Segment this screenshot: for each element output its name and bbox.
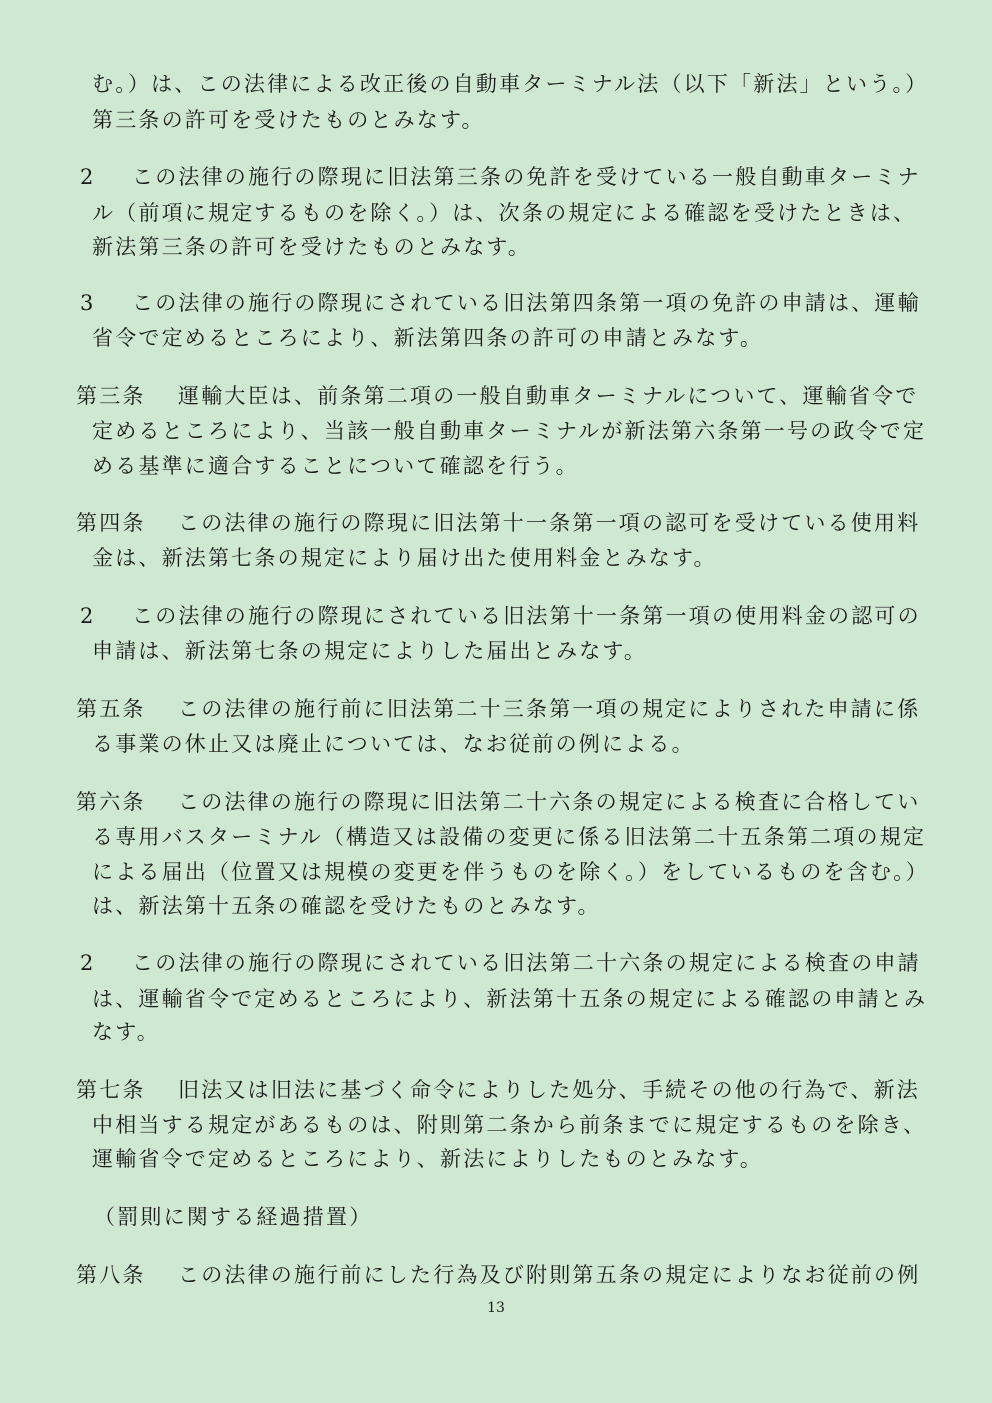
text-line: める基準に適合することについて確認を行う。	[92, 454, 579, 478]
text-line: による届出（位置又は規模の変更を伴うものを除く。）をしているものを含む。）	[92, 860, 929, 884]
text-line: る事業の休止又は廃止については、なお従前の例による。	[92, 732, 695, 756]
text-line: この法律の施行の際現に旧法第三条の免許を受けている一般自動車ターミナ	[132, 165, 921, 189]
text-line: 第三条の許可を受けたものとみなす。	[92, 108, 485, 132]
text-line: この法律の施行の際現にされている旧法第二十六条の規定による検査の申請	[132, 951, 921, 975]
text-line: 定めるところにより、当該一般自動車ターミナルが新法第六条第一号の政令で定	[92, 419, 927, 443]
article-6-line-1	[76, 787, 920, 817]
text-line: なす。	[92, 1020, 160, 1044]
text-line: る専用バスターミナル（構造又は設備の変更に係る旧法第二十五条第二項の規定	[92, 825, 927, 849]
text-line: ル（前項に規定するものを除く。）は、次条の規定による確認を受けたときは、	[92, 201, 917, 225]
text-line: 金は、新法第七条の規定により届け出た使用料金とみなす。	[92, 546, 717, 570]
article-4-line-1	[76, 508, 920, 538]
article-6-paragraph-2-line-1	[80, 948, 921, 978]
section-caption: （罰則に関する経過措置）	[94, 1205, 373, 1229]
text-line: 旧法又は旧法に基づく命令によりした処分、手続その他の行為で、新法	[178, 1078, 920, 1102]
paragraph-number: 2	[80, 165, 96, 189]
text-line: は、運輸省令で定めるところにより、新法第十五条の規定による確認の申請とみ	[92, 987, 928, 1011]
text-line: む。）は、この法律による改正後の自動車ターミナル法（以下「新法」という。）	[92, 72, 929, 96]
article-label: 第五条	[76, 697, 146, 721]
article-label: 第八条	[76, 1263, 146, 1287]
paragraph-number: 3	[80, 291, 96, 315]
article-3-line-1	[76, 381, 919, 411]
text-line: 中相当する規定があるものは、附則第二条から前条までに規定するものを除き、	[92, 1113, 927, 1137]
text-line: 新法第三条の許可を受けたものとみなす。	[92, 235, 532, 259]
text-line: この法律の施行前にした行為及び附則第五条の規定によりなお従前の例	[178, 1263, 921, 1287]
text-line: 申請は、新法第七条の規定によりした届出とみなす。	[92, 639, 648, 663]
text-line: この法律の施行の際現に旧法第二十六条の規定による検査に合格してい	[178, 790, 921, 814]
paragraph-number: 2	[80, 951, 96, 975]
text-line: この法律の施行前に旧法第二十三条第一項の規定によりされた申請に係	[178, 697, 921, 721]
article-label: 第四条	[76, 511, 146, 535]
article-label: 第七条	[76, 1078, 146, 1102]
text-line: この法律の施行の際現にされている旧法第四条第一項の免許の申請は、運輸	[132, 291, 921, 315]
article-4-paragraph-2-line-1	[80, 601, 921, 631]
article-8-line-1	[76, 1260, 920, 1290]
article-5-line-1	[76, 694, 920, 724]
article-7-line-1	[76, 1075, 920, 1105]
text-line: この法律の施行の際現に旧法第十一条第一項の認可を受けている使用料	[178, 511, 921, 535]
text-line: は、新法第十五条の確認を受けたものとみなす。	[92, 894, 601, 918]
text-line: 運輸大臣は、前条第二項の一般自動車ターミナルについて、運輸省令で	[178, 384, 919, 408]
text-line: 省令で定めるところにより、新法第四条の許可の申請とみなす。	[92, 326, 764, 350]
paragraph-number: 2	[80, 604, 96, 628]
article-label: 第三条	[76, 384, 146, 408]
paragraph-3-line-1	[80, 288, 921, 318]
paragraph-2-line-1	[80, 162, 921, 192]
text-line: 運輸省令で定めるところにより、新法によりしたものとみなす。	[92, 1147, 764, 1171]
page-number: 13	[487, 1300, 505, 1316]
article-label: 第六条	[76, 790, 146, 814]
text-line: この法律の施行の際現にされている旧法第十一条第一項の使用料金の認可の	[132, 604, 921, 628]
